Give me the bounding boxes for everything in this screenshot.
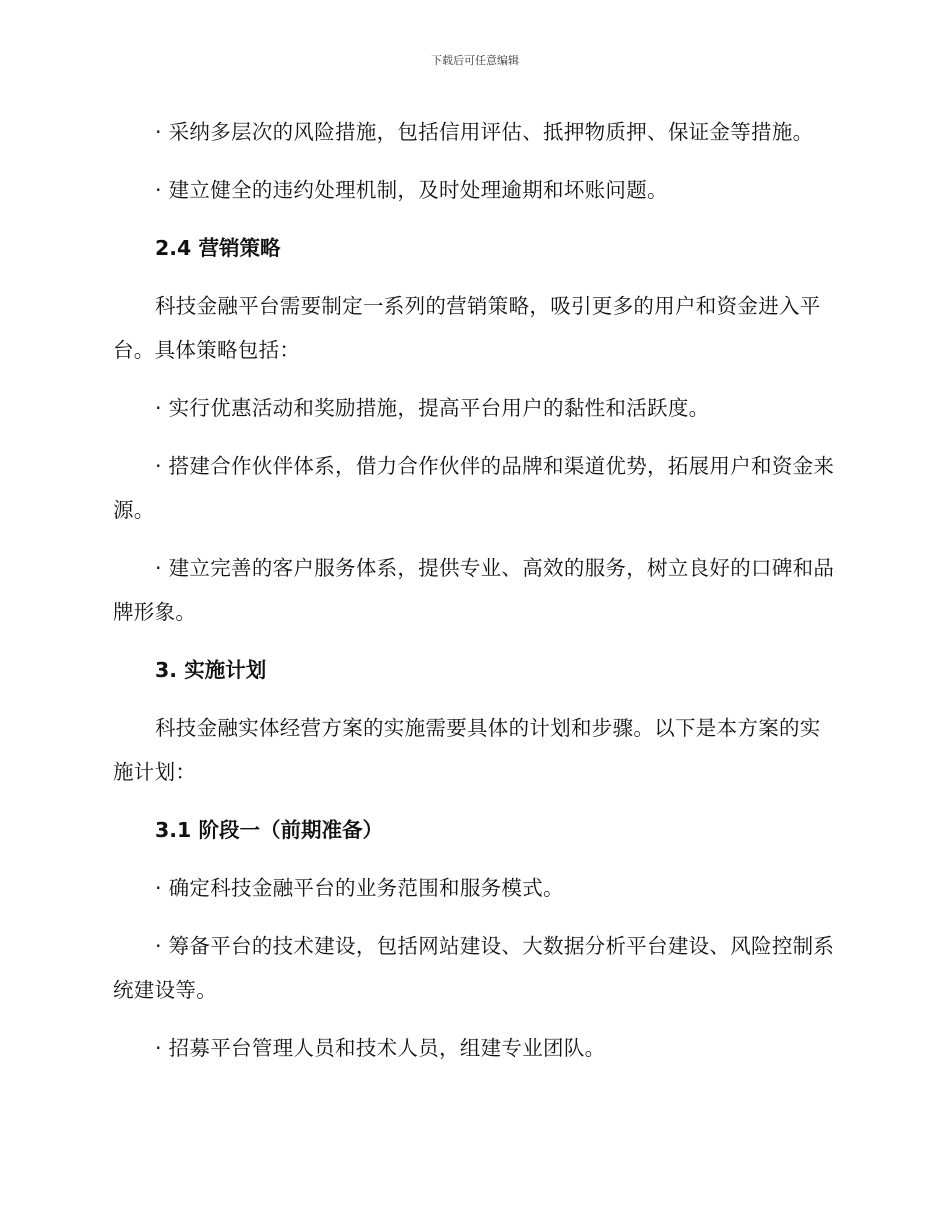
bullet-recruit-team: · 招募平台管理人员和技术人员，组建专业团队。 — [155, 1036, 606, 1060]
page-header: 下载后可任意编辑 — [431, 54, 519, 67]
bullet-risk-measures: · 采纳多层次的风险措施，包括信用评估、抵押物质押、保证金等措施。 — [155, 120, 814, 144]
bullet-promotions: · 实行优惠活动和奖励措施，提高平台用户的黏性和活跃度。 — [155, 396, 710, 420]
bullet-default-handling: · 建立健全的违约处理机制，及时处理逾期和坏账问题。 — [155, 178, 668, 202]
section-heading-implementation: 3. 实施计划 — [155, 658, 267, 682]
bullet-customer-service: · 建立完善的客户服务体系，提供专业、高效的服务，树立良好的口碑和品牌形象。 — [113, 556, 835, 624]
bullet-business-scope: · 确定科技金融平台的业务范围和服务模式。 — [155, 876, 564, 900]
document-body — [113, 110, 835, 1084]
paragraph-implementation-intro: 科技金融实体经营方案的实施需要具体的计划和步骤。以下是本方案的实施计划： — [113, 716, 821, 784]
bullet-tech-construction: · 筹备平台的技术建设，包括网站建设、大数据分析平台建设、风险控制系统建设等。 — [113, 934, 835, 1002]
section-heading-marketing: 2.4 营销策略 — [155, 236, 281, 260]
section-heading-phase-one: 3.1 阶段一（前期准备） — [155, 818, 383, 842]
paragraph-marketing-intro: 科技金融平台需要制定一系列的营销策略，吸引更多的用户和资金进入平台。具体策略包括： — [113, 294, 821, 362]
bullet-partners: · 搭建合作伙伴体系，借力合作伙伴的品牌和渠道优势，拓展用户和资金来源。 — [113, 454, 835, 522]
